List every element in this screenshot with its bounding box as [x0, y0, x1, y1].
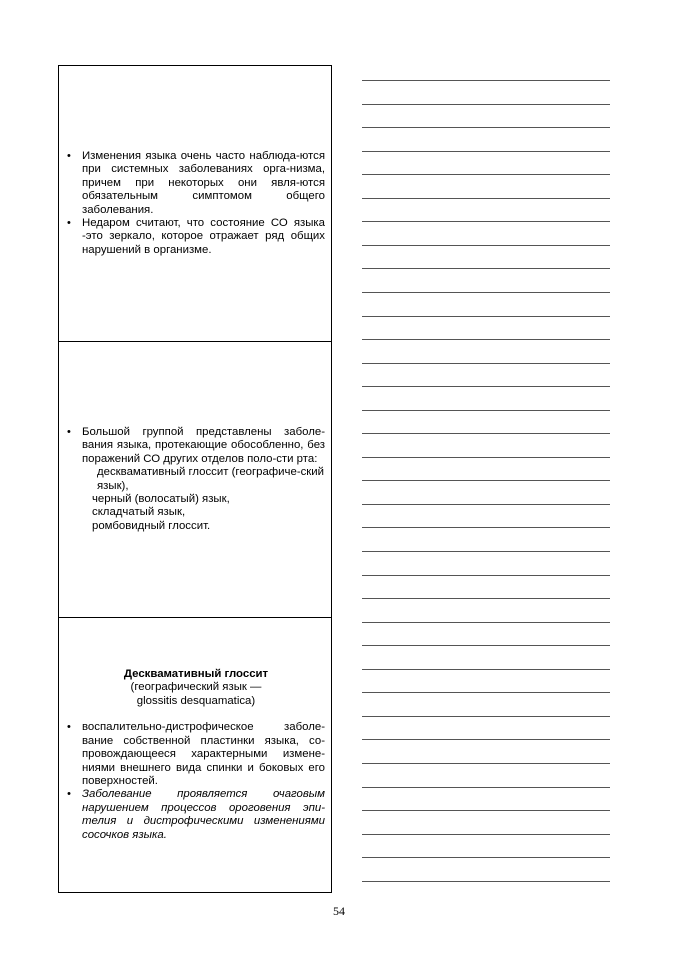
heading-subtitle-2: glossitis desquamatica) — [136, 694, 256, 707]
disease-item-3: складчатый язык, — [92, 506, 186, 519]
note-line — [362, 716, 610, 717]
note-line — [362, 292, 610, 293]
note-line — [362, 763, 610, 764]
note-line — [362, 857, 610, 858]
panel-2-bullet-1: • Большой группой представлены заболе-вания языка, протекающие обособленно, без поражений СО других отделов поло-сти рта: — [67, 426, 325, 466]
disease-item-1 — [67, 466, 325, 493]
section-heading — [67, 668, 325, 708]
note-line — [362, 692, 610, 693]
note-line — [362, 410, 610, 411]
note-line — [362, 316, 610, 317]
note-line — [362, 480, 610, 481]
note-line — [362, 551, 610, 552]
note-line — [362, 739, 610, 740]
note-line — [362, 80, 610, 81]
heading-title: Десквамативный глоссит — [123, 668, 269, 681]
note-line — [362, 834, 610, 835]
panel-3-bullet-1: • воспалительно-дистрофическое заболе-вание собственной пластинки языка, со-провождающееся характерными измене-ниями внешнего вида спинки и боковых его поверхностей. — [67, 721, 325, 788]
panel-1-bullet-1: • Изменения языка очень часто наблюда-ются при системных заболеваниях орга-низма, причем при некоторых они явля-ются обязательным симптомом общего заболевания. — [67, 150, 325, 217]
note-line — [362, 433, 610, 434]
note-line — [362, 622, 610, 623]
note-line — [362, 810, 610, 811]
note-lines — [362, 80, 610, 890]
note-line — [362, 575, 610, 576]
note-line — [362, 268, 610, 269]
note-line — [362, 198, 610, 199]
slide-panel-3 — [59, 617, 331, 892]
slide-panel-2 — [59, 341, 331, 617]
panel-1-bullet-2: • Недаром считают, что состояние СО языка -это зеркало, которое отражает ряд общих нарушений в организме. — [67, 217, 325, 257]
note-line — [362, 457, 610, 458]
page-number: 54 — [333, 904, 345, 918]
note-line — [362, 881, 610, 882]
disease-item-4: ромбовидный глоссит. — [92, 519, 211, 532]
note-line — [362, 669, 610, 670]
note-line — [362, 787, 610, 788]
note-line — [362, 598, 610, 599]
note-line — [362, 645, 610, 646]
slide-panel-1 — [59, 66, 331, 341]
note-line — [362, 174, 610, 175]
slide-panels — [58, 65, 332, 893]
disease-item-1-text: десквамативный глоссит (географиче-ский язык), — [97, 466, 325, 492]
note-line — [362, 504, 610, 505]
note-line — [362, 363, 610, 364]
panel-3-bullets — [67, 721, 325, 842]
note-line — [362, 245, 610, 246]
note-line — [362, 527, 610, 528]
note-line — [362, 221, 610, 222]
note-line — [362, 127, 610, 128]
note-line — [362, 151, 610, 152]
disease-item-2: черный (волосатый) язык, — [92, 492, 230, 505]
panel-1-bullets — [67, 150, 325, 257]
panel-3-bullet-2: • Заболевание проявляется очаговым нарушением процессов ороговения эпи-телия и дистрофическими изменениями сосочков языка. — [67, 788, 325, 842]
heading-subtitle-1: (географический язык — — [130, 681, 262, 694]
note-line — [362, 104, 610, 105]
disease-list — [67, 466, 325, 533]
note-line — [362, 386, 610, 387]
note-line — [362, 339, 610, 340]
panel-2-bullets — [67, 426, 325, 466]
